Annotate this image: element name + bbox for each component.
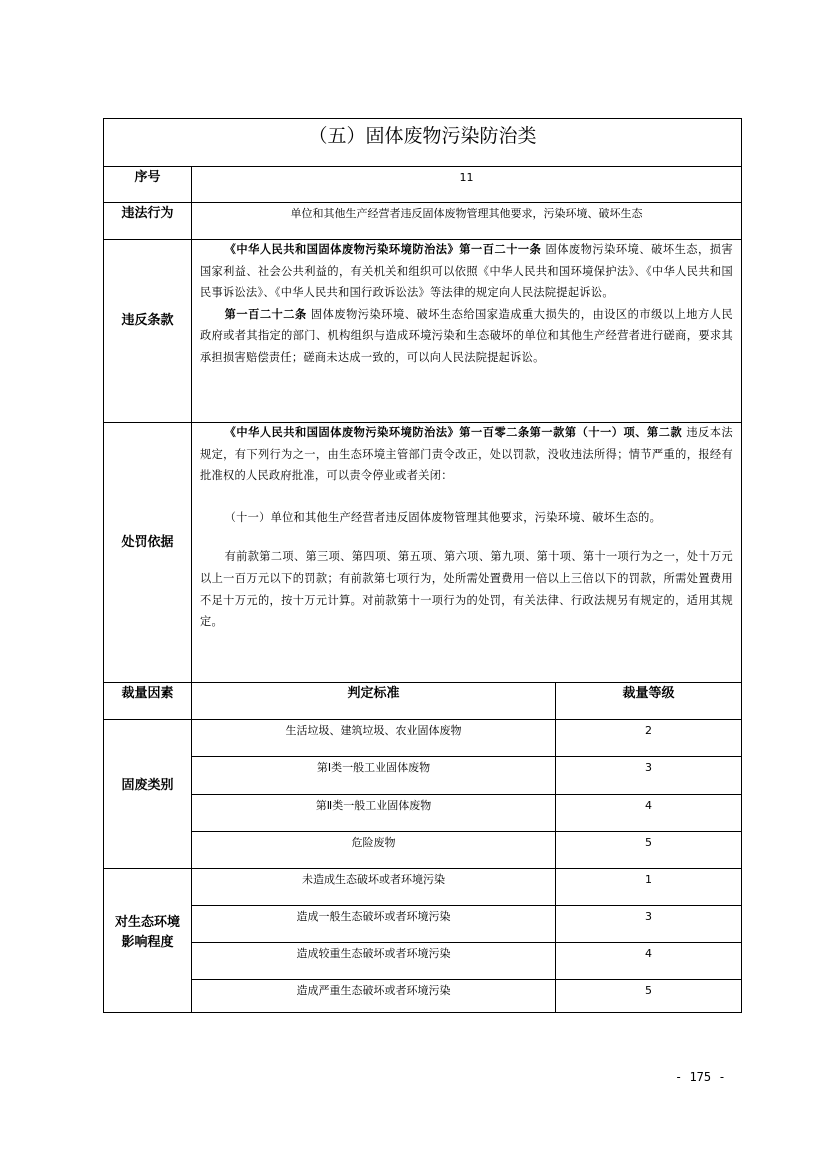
provisions-paragraph xyxy=(200,239,733,304)
factor-eco-impact: 对生态环境影响程度 xyxy=(114,915,180,950)
page-number: - 175 - xyxy=(675,1070,726,1084)
provisions-paragraph xyxy=(200,304,733,369)
provisions-text xyxy=(192,239,741,369)
penalty-paragraph: （十一）单位和其他生产经营者违反固体废物管理其他要求，污染环境、破坏生态的。 xyxy=(224,510,662,524)
header-criterion: 判定标准 xyxy=(347,686,400,701)
level-cell: 2 xyxy=(645,724,652,737)
row-divider xyxy=(191,756,741,757)
criterion-cell: 造成一般生态破坏或者环境污染 xyxy=(296,910,451,923)
criterion-cell: 未造成生态破坏或者环境污染 xyxy=(302,873,445,886)
row-divider xyxy=(191,979,741,980)
penalty-table xyxy=(103,118,742,1013)
section-title: （五）固体废物污染防治类 xyxy=(308,125,537,147)
row-divider xyxy=(104,202,741,203)
row-divider xyxy=(191,942,741,943)
row-divider xyxy=(104,719,741,720)
penalty-body: 违反本法规定，有下列行为之一，由生态环境主管部门责令改正，处以罚款，没收违法所得；情节严重的，报经有批准权的人民政府批准，可以责令停业或者关闭： xyxy=(200,426,734,483)
level-cell: 3 xyxy=(645,761,652,774)
factor-waste-category: 固废类别 xyxy=(121,778,174,793)
level-cell: 5 xyxy=(645,836,652,849)
penalty-basis-text xyxy=(192,422,741,633)
header-factor: 裁量因素 xyxy=(121,686,174,701)
header-level: 裁量等级 xyxy=(622,686,675,701)
penalty-paragraph: 有前款第二项、第三项、第四项、第五项、第六项、第九项、第十项、第十一项行为之一，处十万元以上一百万元以下的罚款；有前款第七项行为，处所需处置费用一倍以上三倍以下的罚款，所需处置费用不足十万元的，按十万元计算。对前款第十一项行为的处罚，有关法律、行政法规另有规定的，适用其规定。 xyxy=(200,550,733,629)
provisions-law-ref: 第一百二十二条 xyxy=(224,307,307,321)
level-cell: 3 xyxy=(645,910,652,923)
criterion-cell: 第Ⅰ类一般工业固体废物 xyxy=(316,761,431,774)
level-cell: 5 xyxy=(645,984,652,997)
criterion-cell: 第Ⅱ类一般工业固体废物 xyxy=(315,799,432,812)
level-cell: 4 xyxy=(645,947,652,960)
penalty-law-ref: 《中华人民共和国固体废物污染环境防治法》第一百零二条第一款第（十一）项、第二款 xyxy=(224,426,683,439)
provisions-law-ref: 《中华人民共和国固体废物污染环境防治法》第一百二十一条 xyxy=(224,243,542,256)
criterion-cell: 生活垃圾、建筑垃圾、农业固体废物 xyxy=(285,724,462,737)
provisions-label: 违反条款 xyxy=(121,313,174,328)
provisions-body: 固体废物污染环境、破坏生态给国家造成重大损失的，由设区的市级以上地方人民政府或者其指定的部门、机构组织与造成环境污染和生态破坏的单位和其他生产经营者进行磋商，要求其承担损害赔偿责任；磋商未达成一致的，可以向人民法院提起诉讼。 xyxy=(200,307,733,364)
row-divider xyxy=(104,868,741,869)
serial-label: 序号 xyxy=(134,170,161,185)
violation-label: 违法行为 xyxy=(121,206,174,221)
row-divider xyxy=(104,682,741,683)
criterion-cell: 造成严重生态破坏或者环境污染 xyxy=(296,984,451,997)
level-cell: 1 xyxy=(645,873,652,886)
row-divider xyxy=(191,905,741,906)
penalty-basis-label: 处罚依据 xyxy=(121,535,174,550)
provisions-body: 固体废物污染环境、破坏生态，损害国家利益、社会公共利益的，有关机关和组织可以依照《中华人民共和国环境保护法》、《中华人民共和国民事诉讼法》、《中华人民共和国行政诉讼法》等法律的规定向人民法院提起诉讼。 xyxy=(200,243,733,300)
penalty-paragraph xyxy=(200,422,733,487)
violation-value: 单位和其他生产经营者违反固体废物管理其他要求，污染环境、破坏生态 xyxy=(290,207,643,220)
level-cell: 4 xyxy=(645,799,652,812)
criterion-cell: 危险废物 xyxy=(351,836,396,849)
row-divider xyxy=(191,831,741,832)
serial-value: 11 xyxy=(459,171,474,184)
row-divider xyxy=(191,794,741,795)
criterion-cell: 造成较重生态破坏或者环境污染 xyxy=(296,947,451,960)
